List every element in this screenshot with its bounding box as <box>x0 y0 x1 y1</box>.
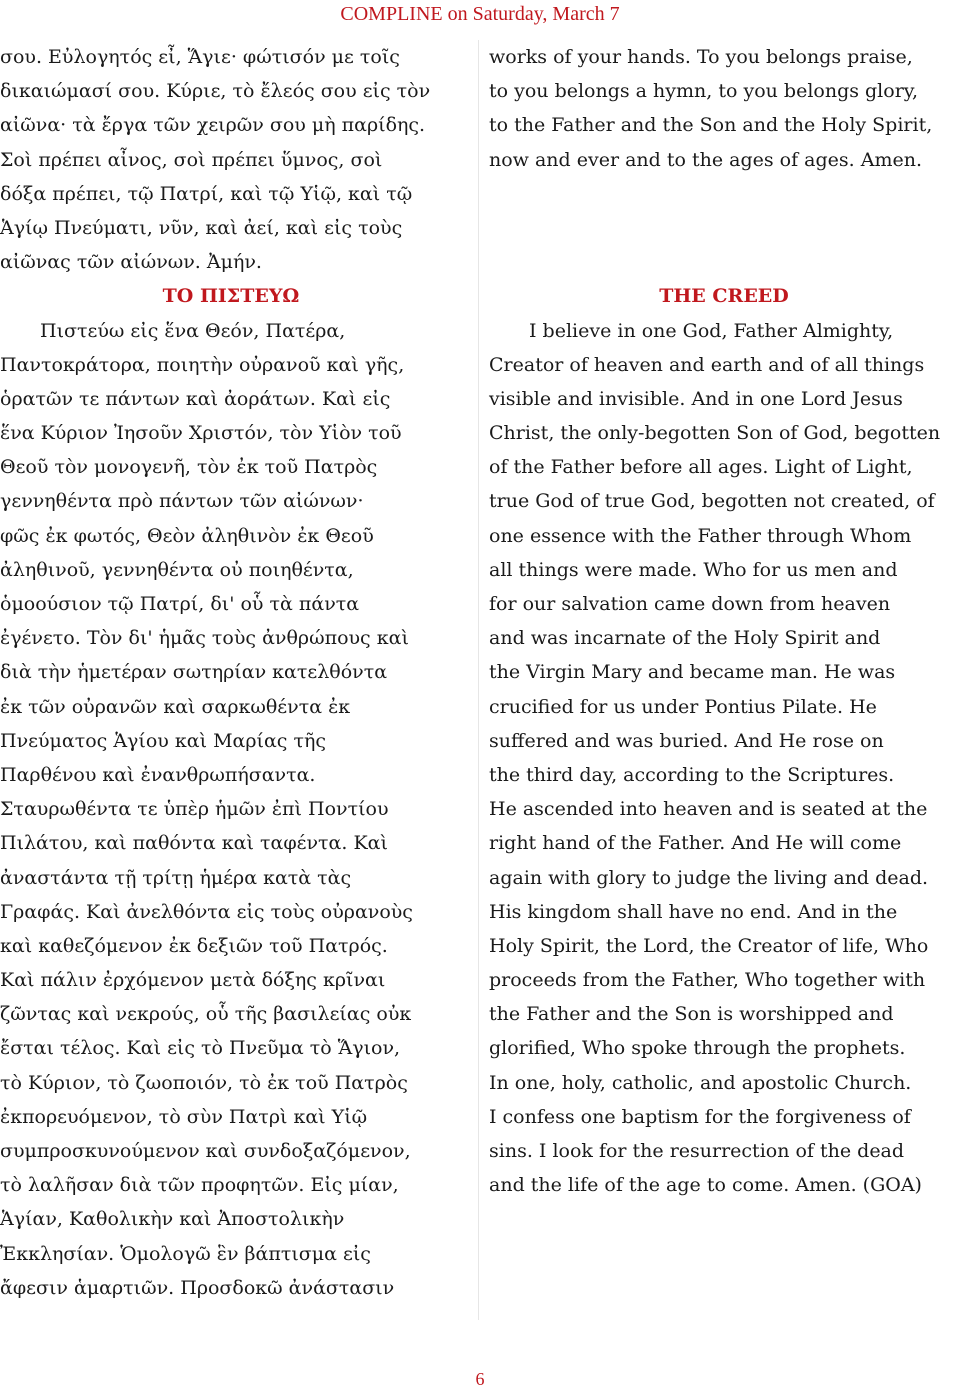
greek-line: γεννηθέντα πρὸ πάντων τῶν αἰώνων· <box>0 490 364 513</box>
greek-line: Ἁγίαν, Καθολικὴν καὶ Ἀποστολικὴν <box>0 1208 345 1231</box>
english-line: glorified, Who spoke through the prophets. <box>489 1037 906 1060</box>
english-line: visible and invisible. And in one Lord Jesus <box>489 387 903 410</box>
greek-line: ἄφεσιν ἁμαρτιῶν. Προσδοκῶ ἀνάστασιν <box>0 1276 395 1299</box>
english-creed-heading: THE CREED <box>659 285 789 308</box>
english-line: sins. I look for the resurrection of the dead <box>489 1140 905 1162</box>
greek-line: τὸ Κύριον, τὸ ζωοποιόν, τὸ ἐκ τοῦ Πατρὸς <box>0 1071 408 1094</box>
english-line: of the Father before all ages. Light of Light, <box>489 456 913 479</box>
greek-line: ἐγένετο. Τὸν δι' ἡμᾶς τοὺς ἀνθρώπους καὶ <box>0 627 409 650</box>
english-line: the Father and the Son is worshipped and <box>489 1003 894 1026</box>
greek-line: ἀληθινοῦ, γεννηθέντα οὐ ποιηθέντα, <box>0 558 354 581</box>
greek-line: Καὶ πάλιν ἐρχόμενον μετὰ δόξης κρῖναι <box>0 969 386 992</box>
greek-line: ὁρατῶν τε πάντων καὶ ἀοράτων. Καὶ εἰς <box>0 387 391 410</box>
english-line: In one, holy, catholic, and apostolic Church. <box>489 1071 912 1094</box>
greek-line: φῶς ἐκ φωτός, Θεὸν ἀληθινὸν ἐκ Θεοῦ <box>0 524 374 547</box>
greek-line: ἔσται τέλος. Καὶ εἰς τὸ Πνεῦμα τὸ Ἅγιον, <box>0 1037 401 1060</box>
english-line: works of your hands. To you belongs praise, <box>489 46 913 68</box>
english-line: and the life of the age to come. Amen. (GOA) <box>489 1174 922 1197</box>
english-line: I confess one baptism for the forgiveness of <box>489 1105 911 1128</box>
greek-line: τὸ λαλῆσαν διὰ τῶν προφητῶν. Εἰς μίαν, <box>0 1174 399 1197</box>
running-head-title: COMPLINE on Saturday, March 7 <box>340 3 620 25</box>
english-line: proceeds from the Father, Who together with <box>489 969 926 992</box>
english-line: Holy Spirit, the Lord, the Creator of life, Who <box>489 934 929 957</box>
greek-line: Ἁγίῳ Πνεύματι, νῦν, καὶ ἀεί, καὶ εἰς τοὺς <box>0 216 403 239</box>
greek-line: Ἐκκλησίαν. Ὁμολογῶ ἓν βάπτισμα εἰς <box>0 1242 371 1265</box>
greek-line: ἐκ τῶν οὐρανῶν καὶ σαρκωθέντα ἐκ <box>0 695 351 718</box>
greek-line: συμπροσκυνούμενον καὶ συνδοξαζόμενον, <box>0 1140 411 1162</box>
page-number: 6 <box>475 1369 485 1389</box>
greek-line: Πνεύματος Ἁγίου καὶ Μαρίας τῆς <box>0 729 327 752</box>
english-line: Creator of heaven and earth and of all things <box>489 353 925 376</box>
greek-line: ὁμοούσιον τῷ Πατρί, δι' οὗ τὰ πάντα <box>0 593 360 615</box>
greek-line: αἰῶνας τῶν αἰώνων. Ἀμήν. <box>0 251 262 274</box>
english-line: again with glory to judge the living and dead. <box>489 866 929 889</box>
english-line: right hand of the Father. And He will come <box>489 832 902 855</box>
greek-line: ἀναστάντα τῇ τρίτῃ ἡμέρα κατὰ τὰς <box>0 866 352 889</box>
english-line: and was incarnate of the Holy Spirit and <box>489 627 881 650</box>
greek-line: ζῶντας καὶ νεκρούς, οὗ τῆς βασιλείας οὐκ <box>0 1003 412 1026</box>
greek-column <box>0 40 470 1305</box>
column-divider <box>478 40 479 1320</box>
english-line: to you belongs a hymn, to you belongs glory, <box>489 80 919 103</box>
greek-line: δόξα πρέπει, τῷ Πατρί, καὶ τῷ Υἱῷ, καὶ τῷ <box>0 182 413 205</box>
english-line: crucified for us under Pontius Pilate. He <box>489 695 877 718</box>
english-line: for our salvation came down from heaven <box>489 593 891 615</box>
english-line: now and ever and to the ages of ages. Amen. <box>489 148 922 171</box>
english-line: all things were made. Who for us men and <box>489 558 898 581</box>
greek-line: Σταυρωθέντα τε ὑπὲρ ἡμῶν ἐπὶ Ποντίου <box>0 798 389 821</box>
greek-line: καὶ καθεζόμενον ἐκ δεξιῶν τοῦ Πατρός. <box>0 934 388 957</box>
english-line: His kingdom shall have no end. And in the <box>489 900 898 923</box>
greek-line: Πιστεύω εἰς ἕνα Θεόν, Πατέρα, <box>40 319 346 342</box>
greek-line: διὰ τὴν ἡμετέραν σωτηρίαν κατελθόντα <box>0 661 388 684</box>
english-line: one essence with the Father through Whom <box>489 524 912 547</box>
greek-line: Παντοκράτορα, ποιητὴν οὐρανοῦ καὶ γῆς, <box>0 353 405 376</box>
english-line: true God of true God, begotten not created, of <box>489 490 935 513</box>
greek-line: ἕνα Κύριον Ἰησοῦν Χριστόν, τὸν Υἱὸν τοῦ <box>0 422 402 445</box>
english-creed-text <box>489 314 960 1203</box>
english-column <box>489 40 960 1202</box>
greek-line: Γραφάς. Καὶ ἀνελθόντα εἰς τοὺς οὐρανοὺς <box>0 900 413 923</box>
english-line: Christ, the only-begotten Son of God, begotten <box>489 422 941 445</box>
english-line: I believe in one God, Father Almighty, <box>529 319 894 342</box>
greek-creed-heading: ΤΟ ΠΙΣΤΕΥΩ <box>162 285 300 308</box>
greek-line: Σοὶ πρέπει αἶνος, σοὶ πρέπει ὕμνος, σοὶ <box>0 148 383 171</box>
english-line: the Virgin Mary and became man. He was <box>489 661 896 684</box>
greek-line: αἰῶνα· τὰ ἔργα τῶν χειρῶν σου μὴ παρίδης. <box>0 114 426 137</box>
greek-line: Παρθένου καὶ ἐνανθρωπήσαντα. <box>0 763 316 786</box>
english-line: He ascended into heaven and is seated at the <box>489 798 928 821</box>
greek-line: ἐκπορευόμενον, τὸ σὺν Πατρὶ καὶ Υἱῷ <box>0 1105 368 1128</box>
english-line: suffered and was buried. And He rose on <box>489 729 884 752</box>
english-prayer-ending <box>489 40 960 279</box>
greek-line: Θεοῦ τὸν μονογενῆ, τὸν ἐκ τοῦ Πατρὸς <box>0 456 378 479</box>
greek-line: Πιλάτου, καὶ παθόντα καὶ ταφέντα. Καὶ <box>0 832 388 855</box>
english-line: the third day, according to the Scriptures. <box>489 763 895 786</box>
greek-creed-text <box>0 314 470 1305</box>
greek-prayer-ending <box>0 40 470 279</box>
english-line: to the Father and the Son and the Holy Spirit, <box>489 114 933 137</box>
greek-line: δικαιώμασί σου. Κύριε, τὸ ἔλεός σου εἰς τὸν <box>0 80 431 103</box>
greek-line: σου. Εὐλογητός εἶ, Ἅγιε· φώτισόν με τοῖς <box>0 46 400 68</box>
